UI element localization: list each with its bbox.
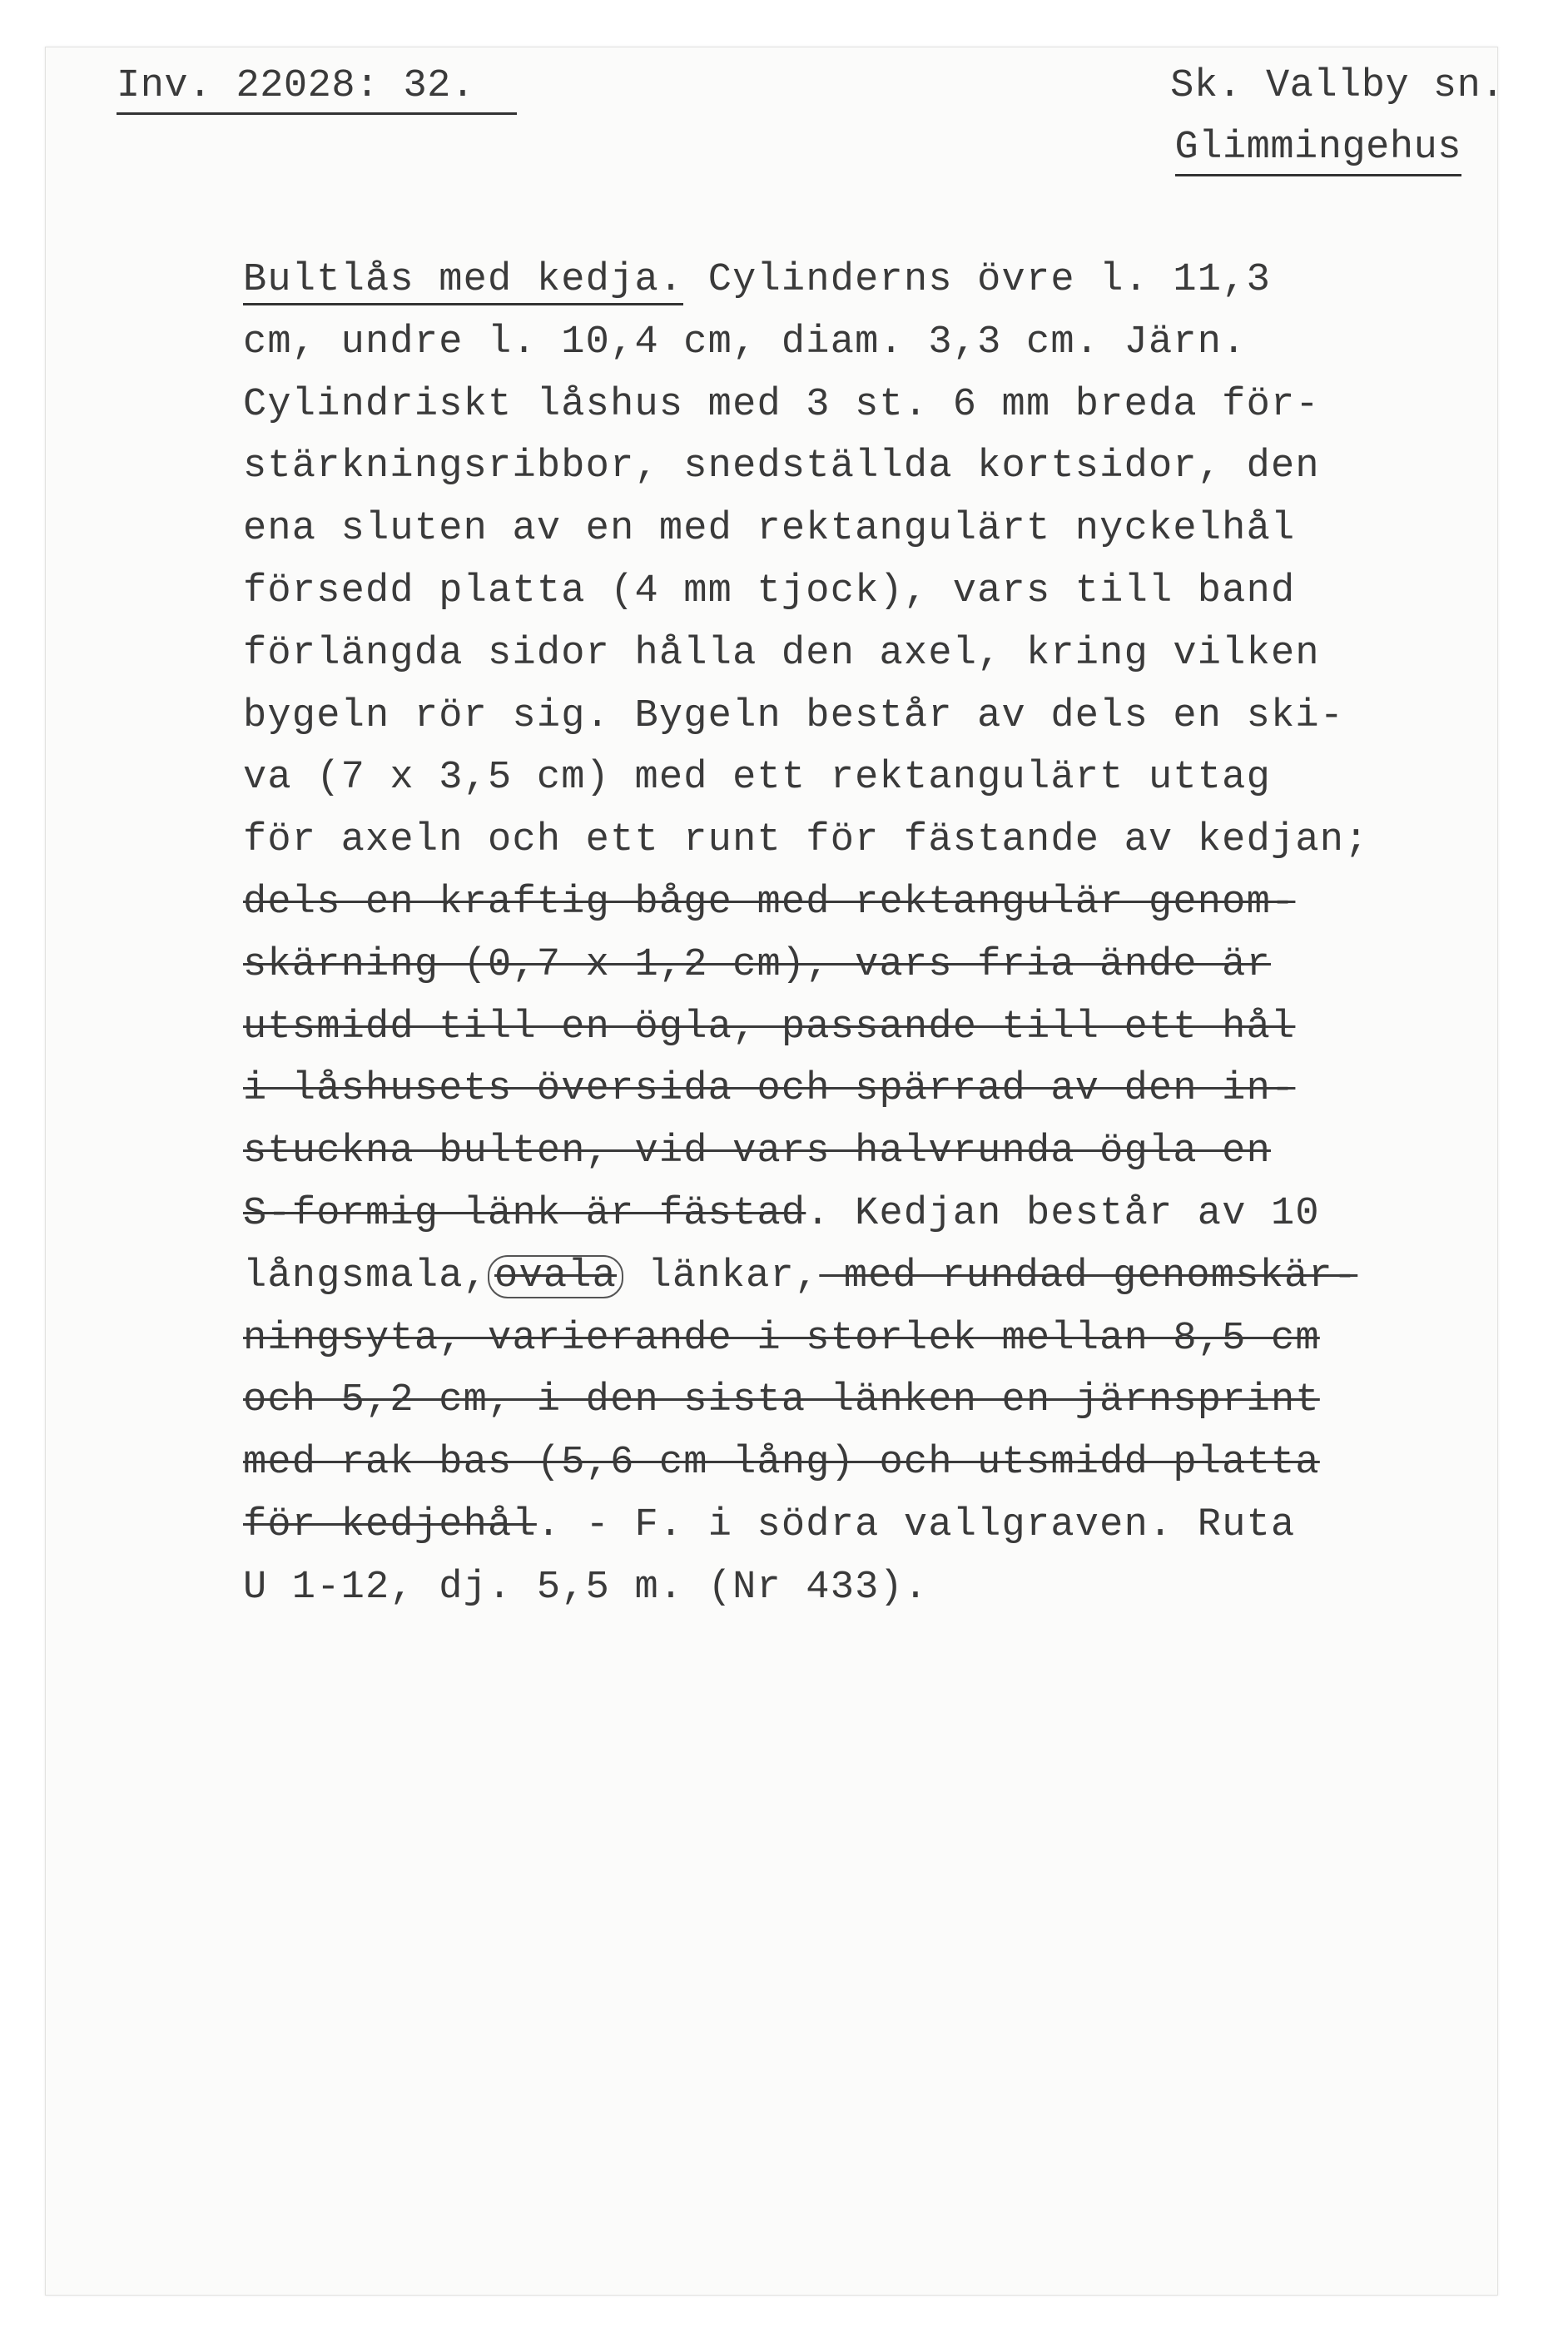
struck-text-line: och 5,2 cm, i den sista länken en järnsprint [243, 1378, 1320, 1423]
text-line: långsmala, ovala länkar, med rundad genomskär- [243, 1253, 1358, 1298]
text-line: stärkningsribbor, snedställda kortsidor, den [243, 444, 1320, 489]
struck-text-line: med rak bas (5,6 cm lång) och utsmidd platta [243, 1441, 1320, 1486]
location: Sk. Vallby sn. [1170, 64, 1505, 108]
struck-text-line: dels en kraftig båge med rektangulär genom- [243, 880, 1296, 925]
struck-text-line: skärning (0,7 x 1,2 cm), vars fria ände är [243, 942, 1271, 987]
struck-text: för kedjehål [243, 1502, 537, 1547]
place-name: Glimmingehus [1175, 122, 1461, 176]
text-line: för kedjehål. - F. i södra vallgraven. Ruta [243, 1502, 1296, 1547]
text-line: bygeln rör sig. Bygeln består av dels en ski- [243, 693, 1345, 738]
text-line: U 1-12, dj. 5,5 m. (Nr 433). [243, 1565, 929, 1610]
object-title: Bultlås med kedja. [243, 258, 683, 305]
bracketed-struck-text: ovala [488, 1255, 623, 1298]
description-text [243, 250, 1458, 1620]
text-line: Bultlås med kedja. Cylinderns övre l. 11,3 [243, 250, 1458, 312]
struck-text: S-formig länk är fästad [243, 1191, 806, 1236]
struck-text-line: ningsyta, varierande i storlek mellan 8,5 cm [243, 1316, 1320, 1361]
text-line: cm, undre l. 10,4 cm, diam. 3,3 cm. Järn. [243, 320, 1247, 365]
struck-text-line: i låshusets översida och spärrad av den in- [243, 1067, 1296, 1112]
text-line: Cylindriskt låshus med 3 st. 6 mm breda för- [243, 382, 1320, 427]
struck-text: med rundad genomskär- [819, 1253, 1358, 1298]
text-line: ena sluten av en med rektangulärt nyckelhål [243, 507, 1296, 552]
inventory-number: Inv. 22028: 32. [117, 61, 517, 115]
text-line: förlängda sidor hålla den axel, kring vilken [243, 631, 1320, 676]
text-line: va (7 x 3,5 cm) med ett rektangulärt uttag [243, 756, 1271, 801]
struck-text-line: stuckna bulten, vid vars halvrunda ögla en [243, 1129, 1271, 1174]
struck-text-line: utsmidd till en ögla, passande till ett hål [243, 1005, 1296, 1050]
text-line: försedd platta (4 mm tjock), vars till band [243, 568, 1296, 613]
text-line: S-formig länk är fästad. Kedjan består av 10 [243, 1191, 1320, 1236]
text-line: för axeln och ett runt för fästande av kedjan; [243, 818, 1369, 863]
